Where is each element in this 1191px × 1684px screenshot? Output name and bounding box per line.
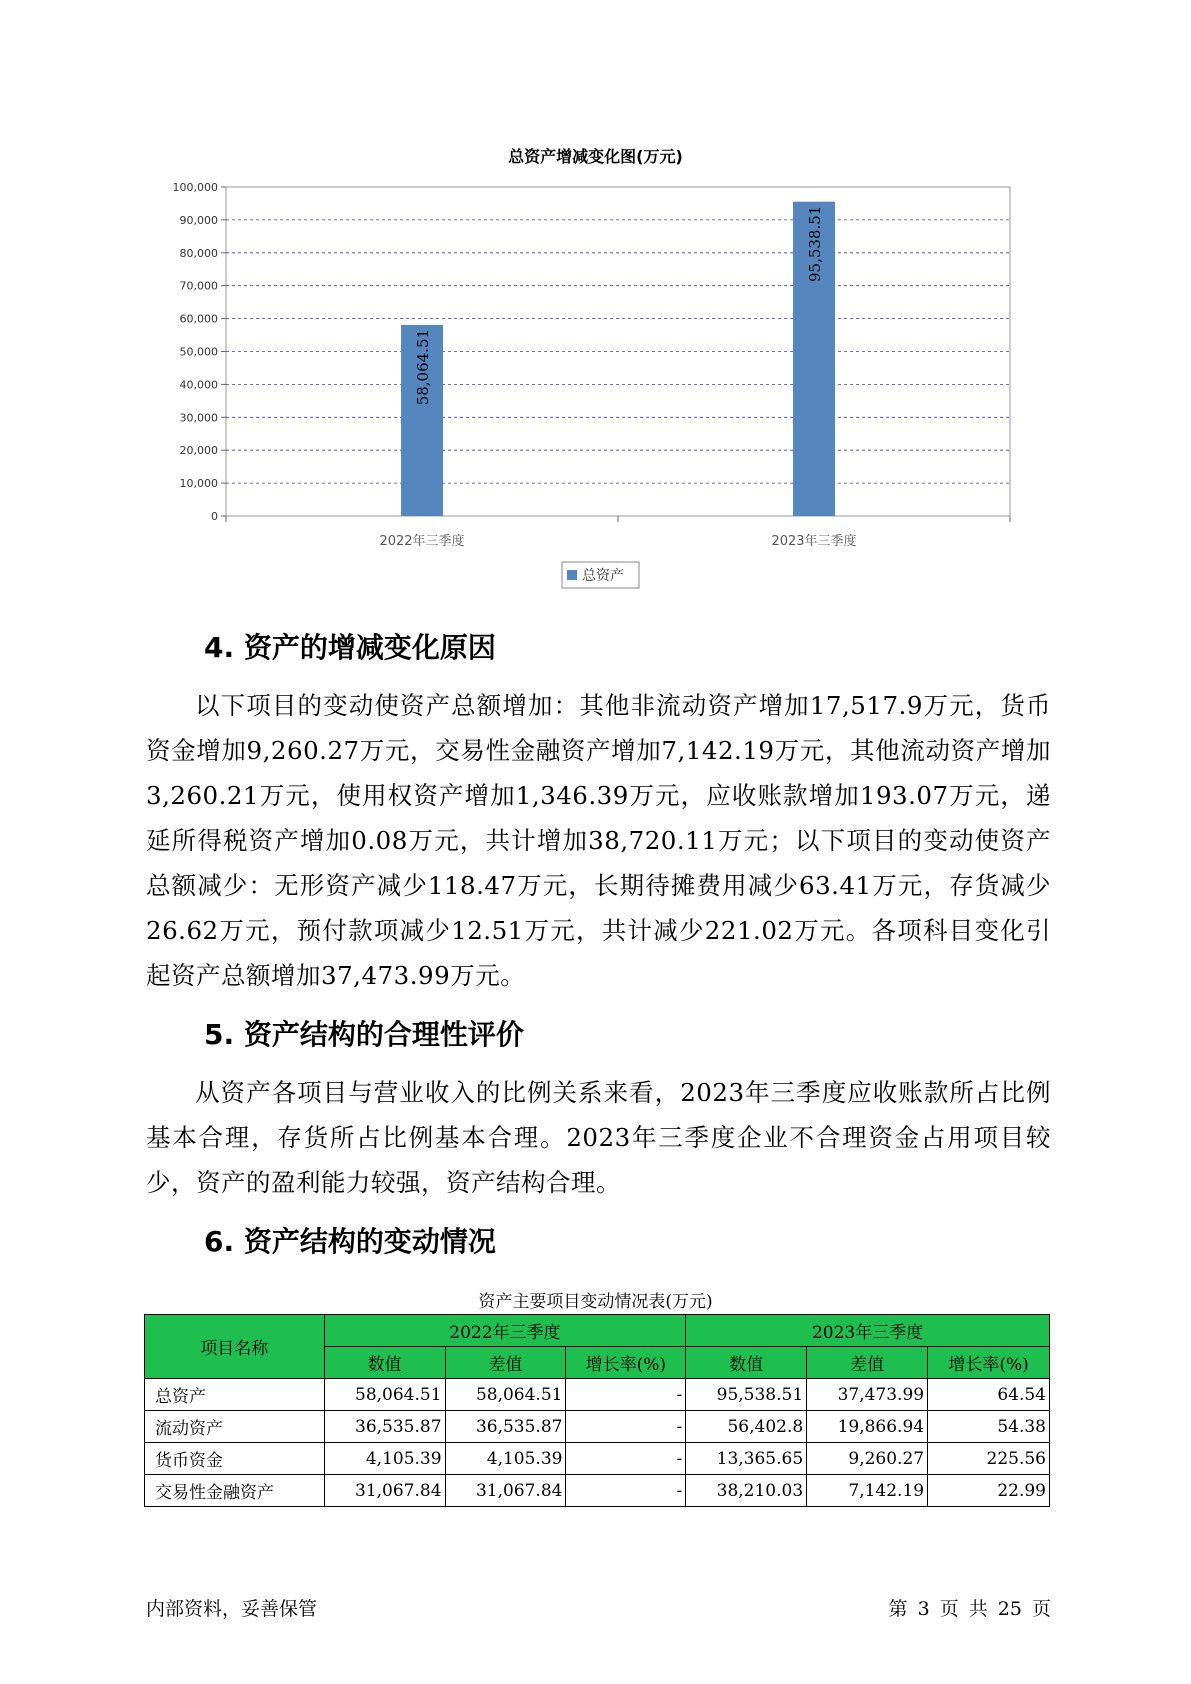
y-tick-label: 50,000 <box>179 345 218 359</box>
cell-diff-2022: 58,064.51 <box>445 1379 566 1411</box>
cell-value-2023: 38,210.03 <box>686 1475 807 1507</box>
y-tick-label: 70,000 <box>179 279 218 293</box>
cell-growth-2023: 54.38 <box>928 1411 1050 1443</box>
cell-value-2023: 13,365.65 <box>686 1443 807 1475</box>
cell-growth-2023: 22.99 <box>928 1475 1050 1507</box>
asset-change-table <box>144 1314 1050 1507</box>
legend-swatch <box>567 570 577 580</box>
cell-value-2023: 56,402.8 <box>686 1411 807 1443</box>
footer-page-number: 第 3 页 共 25 页 <box>888 1598 1051 1620</box>
total-assets-bar-chart <box>0 0 1191 600</box>
cell-diff-2023: 37,473.99 <box>807 1379 928 1411</box>
cell-growth-2022: - <box>566 1475 686 1507</box>
section-5-heading: 5. 资产结构的合理性评价 <box>204 1018 524 1051</box>
table-row <box>145 1443 1050 1475</box>
cell-value-2022: 31,067.84 <box>324 1475 445 1507</box>
y-tick-label: 60,000 <box>179 312 218 326</box>
header-diff: 差值 <box>445 1347 566 1379</box>
header-item-name: 项目名称 <box>145 1315 325 1379</box>
y-tick-label: 30,000 <box>179 411 218 425</box>
bar-data-label: 95,538.51 <box>806 205 824 283</box>
header-value: 数值 <box>324 1347 445 1379</box>
row-name: 货币资金 <box>145 1443 325 1475</box>
cell-growth-2023: 64.54 <box>928 1379 1050 1411</box>
cell-diff-2023: 7,142.19 <box>807 1475 928 1507</box>
cell-growth-2022: - <box>566 1443 686 1475</box>
y-tick-label: 20,000 <box>179 444 218 458</box>
cell-diff-2022: 36,535.87 <box>445 1411 566 1443</box>
table-row <box>145 1379 1050 1411</box>
header-period-2022: 2022年三季度 <box>324 1315 686 1347</box>
y-tick-label: 10,000 <box>179 477 218 491</box>
header-growth: 增长率(%) <box>566 1347 686 1379</box>
cell-growth-2023: 225.56 <box>928 1443 1050 1475</box>
table-row <box>145 1411 1050 1443</box>
legend-label: 总资产 <box>582 568 624 584</box>
cell-growth-2022: - <box>566 1379 686 1411</box>
y-tick-label: 90,000 <box>179 213 218 227</box>
y-tick-label: 40,000 <box>179 378 218 392</box>
header-period-2023: 2023年三季度 <box>686 1315 1050 1347</box>
cell-diff-2022: 4,105.39 <box>445 1443 566 1475</box>
header-value: 数值 <box>686 1347 807 1379</box>
row-name: 总资产 <box>145 1379 325 1411</box>
section-4-paragraph: 以下项目的变动使资产总额增加：其他非流动资产增加17,517.9万元，货币资金增加9,260.27万元，交易性金融资产增加7,142.19万元，其他流动资产增加3,260.21万元，使用权资产增加1,346.39万元，应收账款增加193.07万元，递延所得税资产增加0.08万元，共计增加38,720.11万元；以下项目的变动使资产总额减少：无形资产减少118.47万元，长期待摊费用减少63.41万元，存货减少26.62万元，预付款项减少12.51万元，共计减少221.02万元。各项科目变化引起资产总额增加37,473.99万元。 <box>146 691 1051 990</box>
y-tick-label: 0 <box>211 510 218 523</box>
cell-diff-2023: 19,866.94 <box>807 1411 928 1443</box>
bar-data-label: 58,064.51 <box>414 328 432 406</box>
y-tick-label: 100,000 <box>172 181 218 194</box>
cell-diff-2023: 9,260.27 <box>807 1443 928 1475</box>
section-5-paragraph: 从资产各项目与营业收入的比例关系来看，2023年三季度应收账款所占比例基本合理，存货所占比例基本合理。2023年三季度企业不合理资金占用项目较少，资产的盈利能力较强，资产结构合理。 <box>146 1078 1051 1197</box>
row-name: 流动资产 <box>145 1411 325 1443</box>
chart-title: 总资产增减变化图(万元) <box>508 147 683 166</box>
y-tick-label: 80,000 <box>179 246 218 260</box>
cell-value-2022: 58,064.51 <box>324 1379 445 1411</box>
section-4-heading: 4. 资产的增减变化原因 <box>204 631 496 664</box>
table-row <box>145 1475 1050 1507</box>
header-diff: 差值 <box>807 1347 928 1379</box>
cell-growth-2022: - <box>566 1411 686 1443</box>
cell-diff-2022: 31,067.84 <box>445 1475 566 1507</box>
cell-value-2023: 95,538.51 <box>686 1379 807 1411</box>
footer-confidential-note: 内部资料，妥善保管 <box>146 1598 318 1620</box>
row-name: 交易性金融资产 <box>145 1475 325 1507</box>
cell-value-2022: 36,535.87 <box>324 1411 445 1443</box>
cell-value-2022: 4,105.39 <box>324 1443 445 1475</box>
section-6-heading: 6. 资产结构的变动情况 <box>204 1225 496 1258</box>
table-caption: 资产主要项目变动情况表(万元) <box>478 1292 713 1312</box>
x-category-label: 2022年三季度 <box>379 534 465 549</box>
x-category-label: 2023年三季度 <box>771 534 857 549</box>
header-growth: 增长率(%) <box>928 1347 1050 1379</box>
